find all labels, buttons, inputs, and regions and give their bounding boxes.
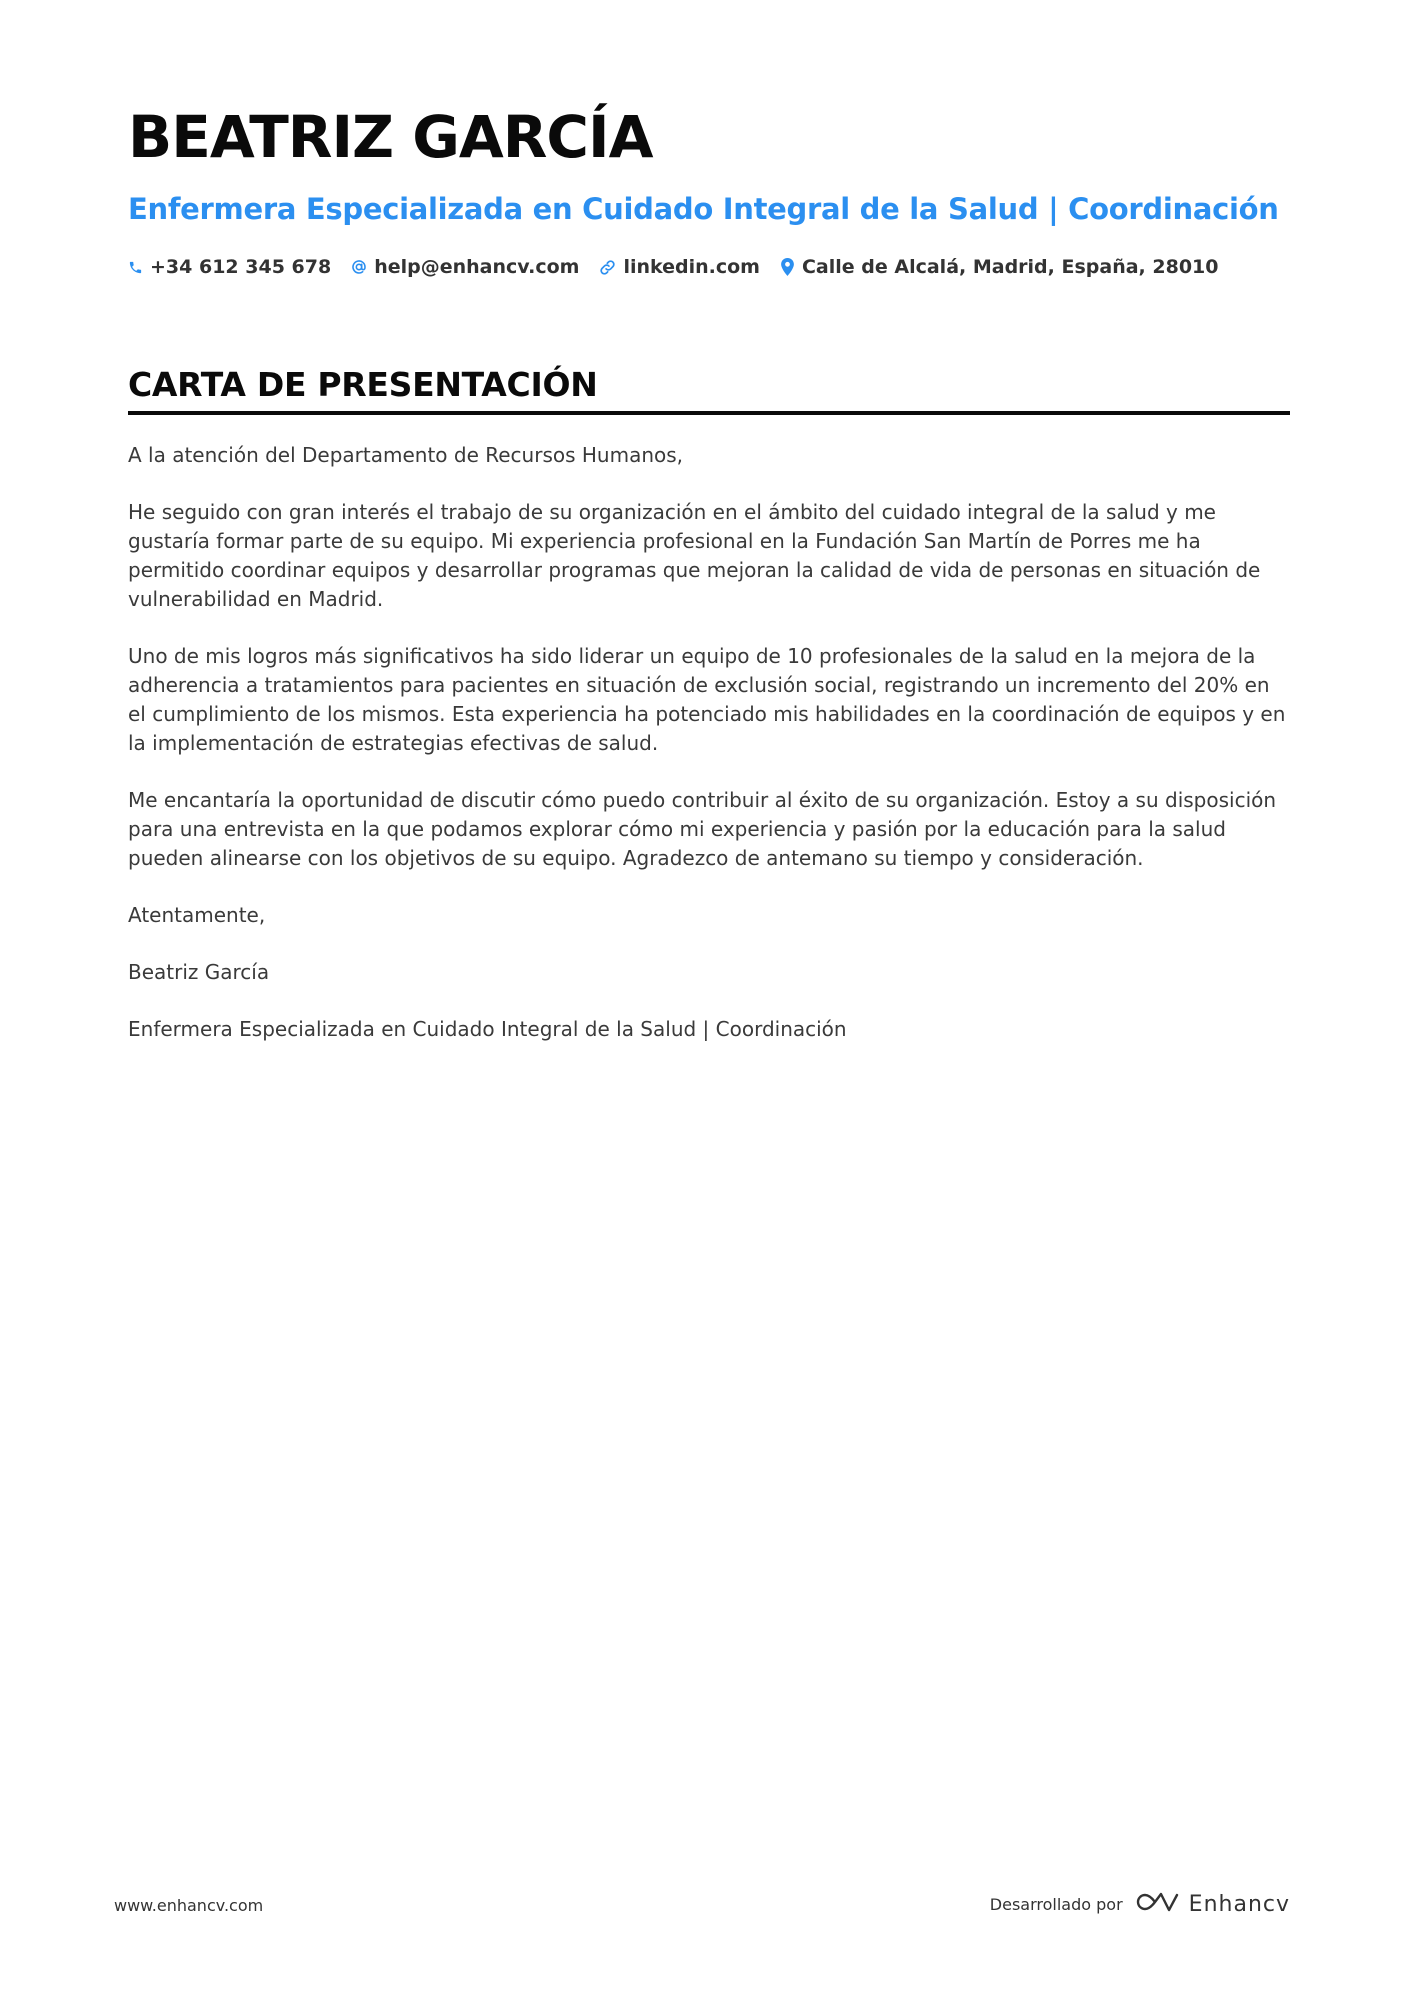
powered-by-label: Desarrollado por bbox=[989, 1894, 1123, 1914]
brand-name: Enhancv bbox=[1188, 1891, 1290, 1917]
address-text: Calle de Alcalá, Madrid, España, 28010 bbox=[801, 256, 1219, 278]
phone-text: +34 612 345 678 bbox=[150, 256, 332, 278]
letter-paragraph: He seguido con gran interés el trabajo de su organización en el ámbito del cuidado integral de la salud y me gustaría formar parte de su equipo. Mi experiencia profesional en la Fundación San Martín de Porres me ha permitido coordinar equipos y desarrollar programas que mejoran la calidad de vida de personas en situación de vulnerabilidad en Madrid. bbox=[128, 500, 1261, 611]
contact-bar bbox=[128, 256, 1218, 278]
email-text: help@enhancv.com bbox=[374, 256, 580, 278]
link-icon bbox=[599, 259, 616, 276]
contact-address bbox=[780, 256, 1219, 278]
section-divider bbox=[128, 411, 1290, 415]
applicant-title: Enfermera Especializada en Cuidado Integral de la Salud | Coordinación bbox=[128, 192, 1279, 226]
powered-by bbox=[990, 1890, 1290, 1918]
contact-linkedin[interactable] bbox=[599, 256, 760, 278]
phone-icon bbox=[128, 260, 143, 275]
brand-logo[interactable] bbox=[1135, 1890, 1290, 1918]
signature-name: Beatriz García bbox=[128, 960, 270, 984]
letter-closing: Atentamente, bbox=[128, 903, 266, 927]
enhancv-logo-icon bbox=[1135, 1890, 1181, 1918]
letter-body bbox=[128, 441, 1290, 1072]
footer-url[interactable]: www.enhancv.com bbox=[114, 1896, 264, 1915]
signature-title: Enfermera Especializada en Cuidado Integral de la Salud | Coordinación bbox=[128, 1017, 847, 1041]
linkedin-text: linkedin.com bbox=[623, 256, 760, 278]
contact-email[interactable] bbox=[351, 256, 579, 278]
section-title: CARTA DE PRESENTACIÓN bbox=[128, 365, 598, 404]
at-icon bbox=[351, 259, 367, 275]
location-pin-icon bbox=[780, 258, 795, 276]
letter-paragraph: Me encantaría la oportunidad de discutir cómo puedo contribuir al éxito de su organización. Estoy a su disposición para una entrevista en la que podamos explorar cómo mi experiencia y pasión por la educación para la salud pueden alinearse con los objetivos de su equipo. Agradezco de antemano su tiempo y consideración. bbox=[128, 788, 1277, 870]
letter-paragraph: Uno de mis logros más significativos ha sido liderar un equipo de 10 profesionales de la salud en la mejora de la adherencia a tratamientos para pacientes en situación de exclusión social, registrando un incremento del 20% en el cumplimiento de los mismos. Esta experiencia ha potenciado mis habilidades en la coordinación de equipos y en la implementación de estrategias efectivas de salud. bbox=[128, 644, 1286, 755]
letter-greeting: A la atención del Departamento de Recursos Humanos, bbox=[128, 443, 684, 467]
contact-phone[interactable] bbox=[128, 256, 331, 278]
applicant-name: BEATRIZ GARCÍA bbox=[128, 103, 653, 171]
